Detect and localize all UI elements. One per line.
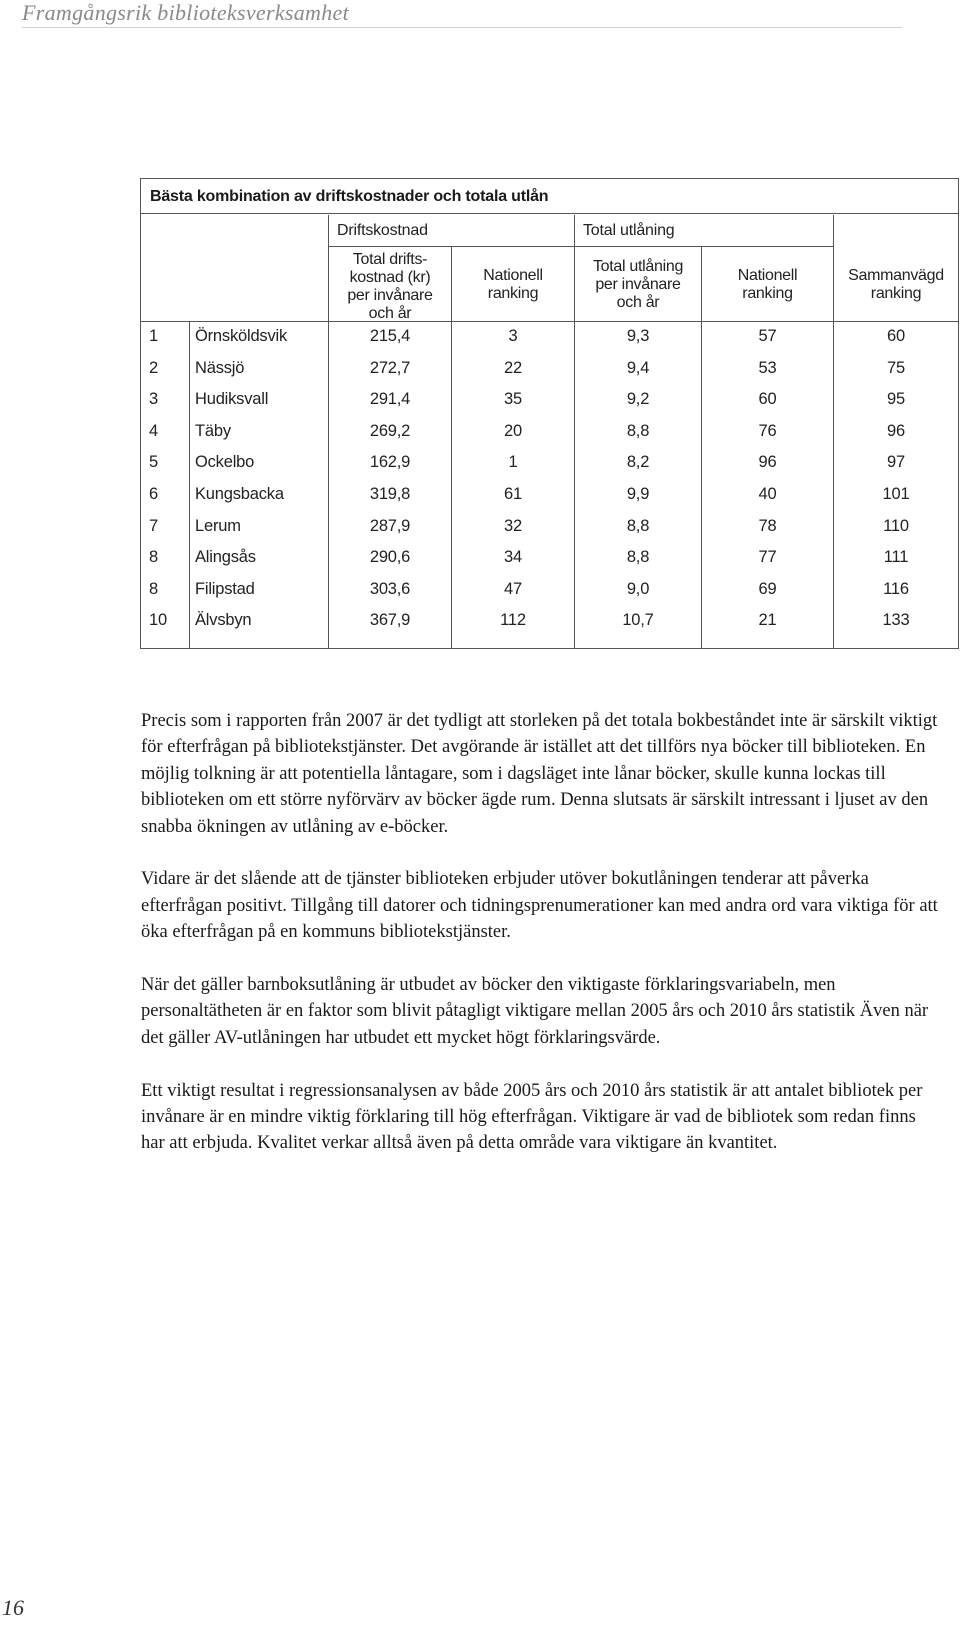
value-cell: 367,9 [369, 611, 411, 630]
table-row [141, 384, 958, 416]
table-row [141, 605, 958, 637]
municipality-cell: Filipstad [195, 579, 255, 598]
ranking-table [140, 178, 959, 649]
value-cell: 111 [883, 548, 909, 567]
rank-cell: 8 [149, 579, 158, 598]
value-cell: 269,2 [369, 421, 411, 440]
rank-cell: 6 [149, 484, 158, 503]
table-row [141, 511, 958, 543]
value-cell: 8,8 [626, 516, 650, 535]
column-header-sammanvagd-ranking: Sammanvägd ranking [848, 267, 944, 302]
value-cell: 8,8 [626, 548, 650, 567]
table-row [141, 574, 958, 606]
table-row [141, 479, 958, 511]
rank-cell: 2 [149, 358, 158, 377]
table-body [141, 321, 958, 637]
value-cell: 9,9 [626, 484, 650, 503]
municipality-cell: Älvsbyn [195, 611, 252, 630]
value-cell: 272,7 [369, 358, 411, 377]
value-cell: 34 [504, 548, 522, 567]
column-header-utlaning-per-invanare: Total utlåning per invånare och år [592, 258, 684, 311]
table-title: Bästa kombination av driftskostnader och totala utlån [141, 179, 958, 214]
value-cell: 319,8 [369, 484, 411, 503]
value-cell: 32 [504, 516, 522, 535]
table-row [141, 321, 958, 353]
rank-cell: 3 [149, 390, 158, 409]
value-cell: 97 [887, 453, 905, 472]
value-cell: 290,6 [369, 548, 411, 567]
municipality-cell: Ockelbo [195, 453, 255, 472]
rank-cell: 1 [149, 327, 158, 345]
value-cell: 40 [758, 484, 777, 503]
value-cell: 76 [758, 421, 777, 440]
value-cell: 112 [500, 611, 526, 630]
value-cell: 116 [883, 579, 909, 598]
value-cell: 75 [887, 358, 905, 377]
value-cell: 3 [508, 327, 518, 345]
table-row [141, 447, 958, 479]
value-cell: 9,0 [626, 579, 650, 598]
municipality-cell: Alingsås [195, 548, 256, 567]
rank-cell: 7 [149, 516, 158, 535]
value-cell: 21 [758, 611, 777, 630]
value-cell: 53 [758, 358, 777, 377]
value-cell: 133 [882, 611, 910, 630]
value-cell: 110 [883, 516, 909, 535]
value-cell: 77 [758, 548, 777, 567]
group-label-driftskostnad: Driftskostnad [337, 222, 428, 239]
value-cell: 78 [758, 516, 777, 535]
value-cell: 57 [758, 327, 777, 345]
value-cell: 96 [758, 453, 777, 472]
municipality-cell: Kungsbacka [195, 484, 284, 503]
value-cell: 215,4 [369, 327, 411, 345]
value-cell: 303,6 [369, 579, 411, 598]
rank-cell: 8 [149, 548, 158, 567]
value-cell: 35 [504, 390, 522, 409]
value-cell: 60 [887, 327, 905, 345]
group-label-total-utlaning: Total utlåning [583, 222, 675, 239]
page-number: 16 [2, 1595, 24, 1620]
rank-cell: 5 [149, 453, 158, 472]
value-cell: 61 [504, 484, 522, 503]
body-paragraph: Vidare är det slående att de tjänster biblioteken erbjuder utöver bokutlåningen tenderar att påverka efterfrågan positivt. Tillgång till datorer och tidningsprenumerationer kan med andra ord vara viktiga för att öka efterfrågan på en kommuns bibliotekstjänster. [141, 869, 938, 943]
municipality-cell: Täby [195, 421, 231, 440]
value-cell: 47 [504, 579, 522, 598]
value-cell: 287,9 [369, 516, 411, 535]
value-cell: 291,4 [369, 390, 411, 409]
table-row [141, 353, 958, 385]
value-cell: 60 [758, 390, 777, 409]
table-row [141, 542, 958, 574]
column-header-nationell-ranking-utlaning: Nationell ranking [737, 267, 798, 302]
municipality-cell: Lerum [195, 516, 241, 535]
value-cell: 1 [508, 453, 518, 472]
value-cell: 20 [504, 421, 522, 440]
running-header-title: Framgångsrik biblioteksverksamhet [22, 0, 902, 28]
column-header-driftskostnad-per-invanare: Total drifts- kostnad (kr) per invånare och år [347, 251, 433, 322]
municipality-cell: Nässjö [195, 358, 245, 377]
municipality-cell: Hudiksvall [195, 390, 269, 409]
body-paragraph: När det gäller barnboksutlåning är utbudet av böcker den viktigaste förklaringsvariabeln, men personaltätheten är en faktor som blivit påtagligt viktigare mellan 2005 års och 2010 års statistik Även när det gäller AV-utlåningen har utbudet ett mycket högt förklaringsvärde. [141, 975, 929, 1048]
municipality-cell: Örnsköldsvik [195, 327, 288, 345]
body-paragraph: Ett viktigt resultat i regressionsanalysen av både 2005 års och 2010 års statistik är att antalet bibliotek per invånare är en mindre viktig förklaring till hög efterfrågan. Viktigare är vad de bibliotek som redan finns har att erbjuda. Kvalitet verkar alltså även på detta område vara viktigare än kvantitet. [141, 1080, 923, 1154]
column-header-nationell-ranking-kostnad: Nationell ranking [483, 267, 543, 302]
table-row [141, 416, 958, 448]
value-cell: 162,9 [369, 453, 411, 472]
value-cell: 22 [504, 358, 522, 377]
value-cell: 101 [882, 484, 910, 503]
value-cell: 10,7 [622, 611, 654, 630]
rank-cell: 10 [149, 611, 167, 630]
table-divider [328, 246, 833, 247]
body-paragraph: Precis som i rapporten från 2007 är det tydligt att storleken på det totala bokbeståndet inte är särskilt viktigt för efterfrågan på bibliotekstjänster. Det avgörande är istället att det tillförs nya böcker till biblioteken. En möjlig tolkning är att potentiella låntagare, som i dagsläget inte lånar böcker, skulle kunna lockas till biblioteken om ett större nyförvärv av böcker ägde rum. Denna slutsats är särskilt intressant i ljuset av den snabba ökningen av utlåning av e-böcker. [141, 711, 938, 837]
value-cell: 8,2 [626, 453, 650, 472]
value-cell: 96 [887, 421, 905, 440]
body-text [141, 708, 941, 1183]
rank-cell: 4 [149, 421, 158, 440]
value-cell: 69 [758, 579, 777, 598]
value-cell: 9,4 [626, 358, 650, 377]
value-cell: 9,3 [626, 327, 650, 345]
value-cell: 95 [887, 390, 905, 409]
value-cell: 9,2 [626, 390, 650, 409]
value-cell: 8,8 [626, 421, 650, 440]
